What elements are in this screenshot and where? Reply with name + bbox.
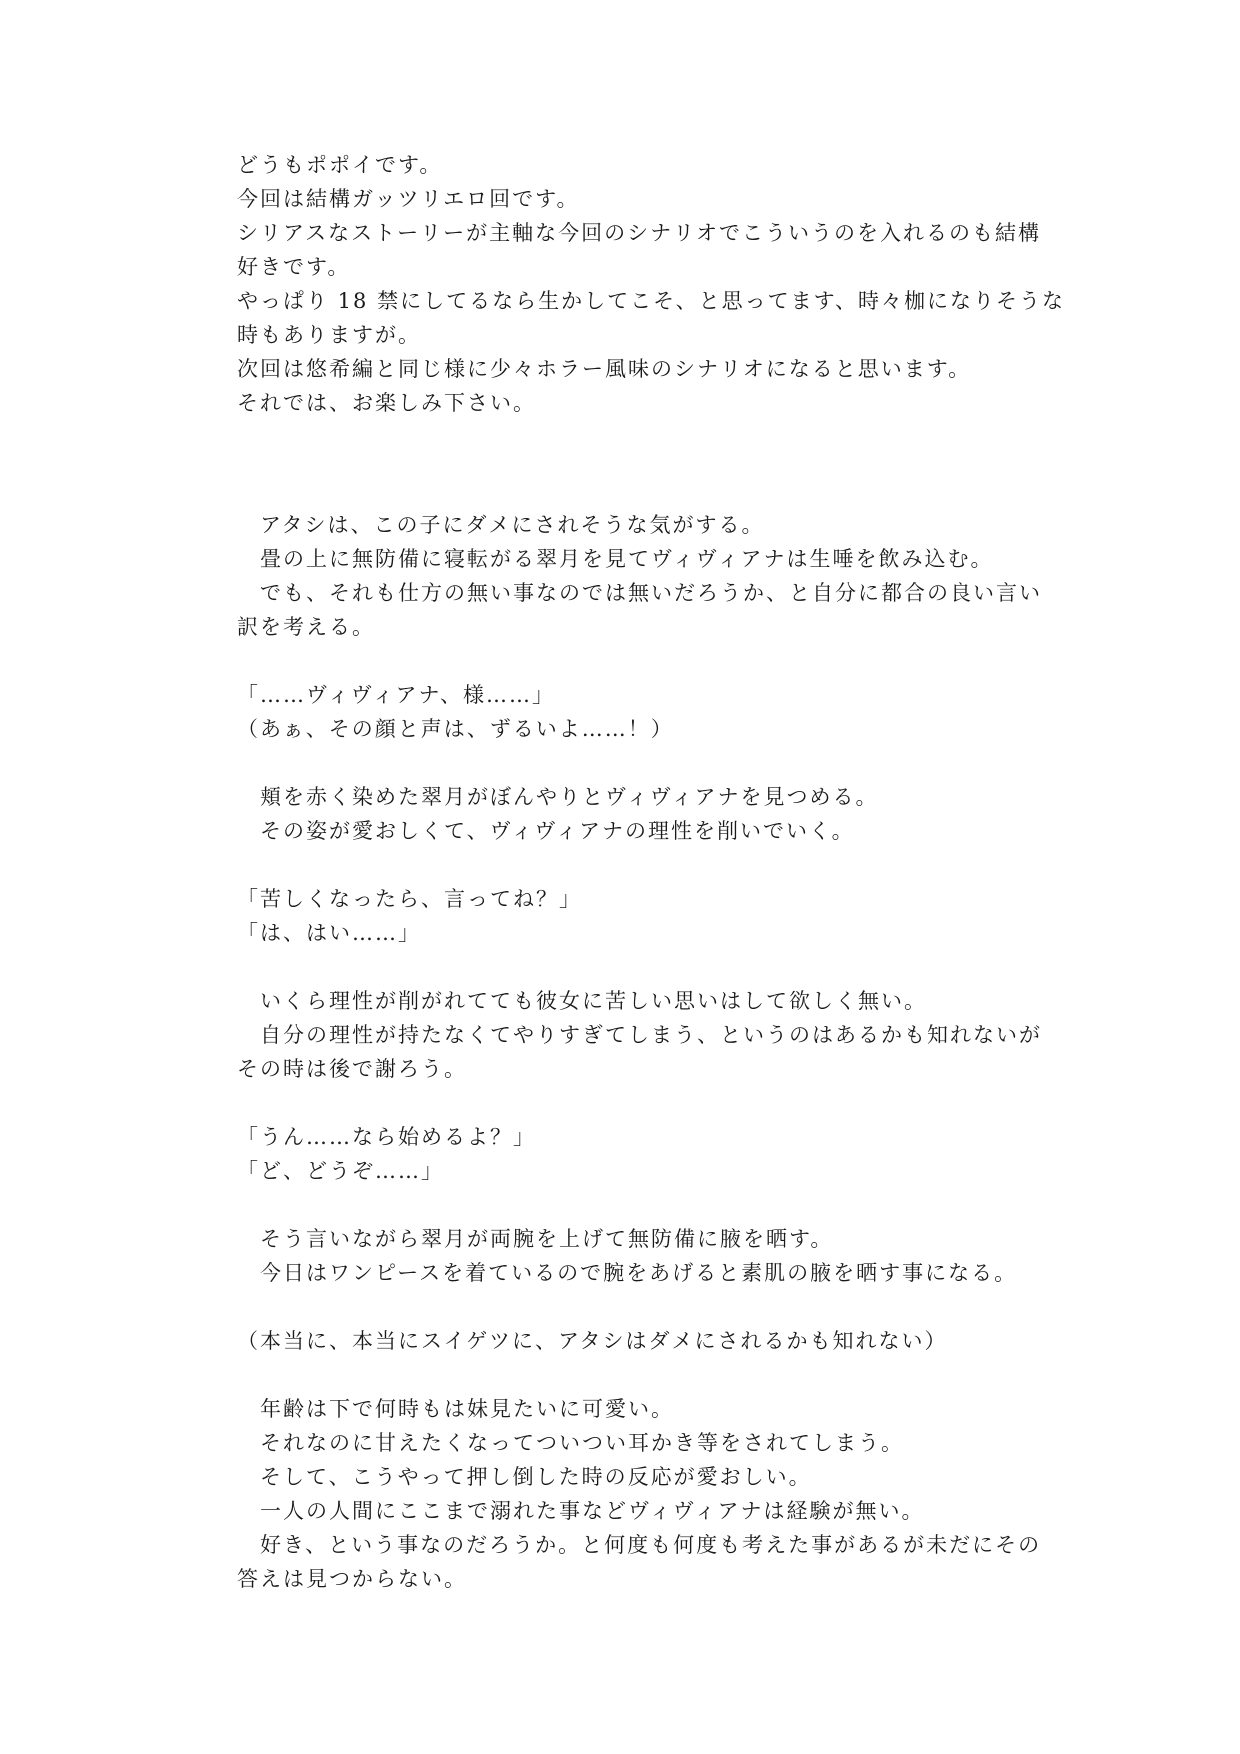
blank-line xyxy=(237,746,1017,780)
story-line: 一人の人間にここまで溺れた事などヴィヴィアナは経験が無い。 xyxy=(237,1499,925,1523)
story-line: 自分の理性が持たなくてやりすぎてしまう、というのはあるかも知れないが xyxy=(237,1023,1042,1047)
thought-line: （あぁ、その顔と声は、ずるいよ……！） xyxy=(237,717,674,741)
story-line: その姿が愛おしくて、ヴィヴィアナの理性を削いでいく。 xyxy=(237,819,855,843)
story-section xyxy=(237,508,1042,1596)
preface-line: 好きです。 xyxy=(237,255,351,279)
story-line: それなのに甘えたくなってついつい耳かき等をされてしまう。 xyxy=(237,1431,904,1455)
dialogue-line: 「ど、どうぞ……」 xyxy=(237,1159,444,1183)
blank-line xyxy=(237,950,1017,984)
story-line: そう言いながら翠月が両腕を上げて無防備に腋を晒す。 xyxy=(237,1227,834,1251)
preface-line: シリアスなストーリーが主軸な今回のシナリオでこういうのを入れるのも結構 xyxy=(237,221,1041,245)
story-line: 頬を赤く染めた翠月がぼんやりとヴィヴィアナを見つめる。 xyxy=(237,785,879,809)
story-line: 好き、という事なのだろうか。と何度も何度も考えた事があるが未だにその xyxy=(237,1533,1042,1557)
blank-line xyxy=(237,1188,1017,1222)
thought-line: （本当に、本当にスイゲツに、アタシはダメにされるかも知れない） xyxy=(237,1329,948,1353)
dialogue-line: 「は、はい……」 xyxy=(237,921,421,945)
blank-line xyxy=(237,1086,1017,1120)
blank-line xyxy=(237,644,1017,678)
dialogue-line: 「うん……なら始めるよ？」 xyxy=(237,1125,536,1149)
dialogue-line: 「苦しくなったら、言ってね？」 xyxy=(237,887,582,911)
story-line: でも、それも仕方の無い事なのでは無いだろうか、と自分に都合の良い言い xyxy=(237,581,1042,605)
blank-line xyxy=(237,1358,1017,1392)
story-line: そして、こうやって押し倒した時の反応が愛おしい。 xyxy=(237,1465,812,1489)
preface-line: 次回は悠希編と同じ様に少々ホラー風味のシナリオになると思います。 xyxy=(237,357,972,381)
story-line: その時は後で謝ろう。 xyxy=(237,1057,467,1081)
dialogue-line: 「……ヴィヴィアナ、様……」 xyxy=(237,683,556,707)
preface-line: どうもポポイです。 xyxy=(237,153,443,177)
story-line: いくら理性が削がれてても彼女に苦しい思いはして欲しく無い。 xyxy=(237,989,927,1013)
story-line: 年齢は下で何時もは妹見たいに可愛い。 xyxy=(237,1397,674,1421)
preface-line: 時もありますが。 xyxy=(237,323,421,347)
story-line: 今日はワンピースを着ているので腕をあげると素肌の腋を晒す事になる。 xyxy=(237,1261,1018,1285)
preface-line: やっぱり 18 禁にしてるなら生かしてこそ、と思ってます、時々枷になりそうな xyxy=(237,289,1065,313)
story-line: 訳を考える。 xyxy=(237,615,375,639)
preface-line: それでは、お楽しみ下さい。 xyxy=(237,391,536,415)
blank-line xyxy=(237,848,1017,882)
preface-line: 今回は結構ガッツリエロ回です。 xyxy=(237,187,580,211)
blank-line xyxy=(237,1290,1017,1324)
story-line: アタシは、この子にダメにされそうな気がする。 xyxy=(237,513,765,537)
story-line: 畳の上に無防備に寝転がる翠月を見てヴィヴィアナは生唾を飲み込む。 xyxy=(237,547,994,571)
story-line: 答えは見つからない。 xyxy=(237,1567,467,1591)
preface-section xyxy=(237,148,1065,420)
